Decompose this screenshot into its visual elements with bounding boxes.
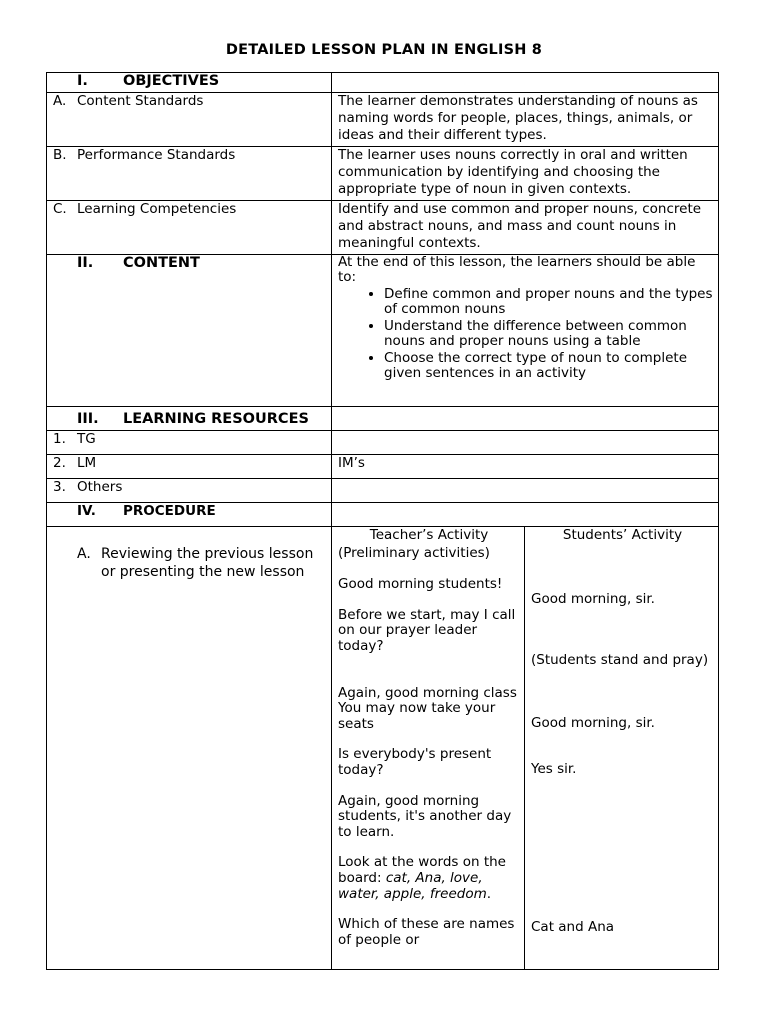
resources-row xyxy=(47,407,719,431)
learning-competencies-label: C. Learning Competencies xyxy=(47,201,332,255)
empty-cell xyxy=(332,503,719,527)
content-standards-label: A. Content Standards xyxy=(47,93,332,147)
resource-value xyxy=(332,431,719,455)
section-numeral: III. xyxy=(77,410,99,427)
procedure-heading-cell xyxy=(47,503,332,527)
procedure-row xyxy=(47,503,719,527)
content-heading-cell xyxy=(47,255,332,407)
students-activity-column: Students’ Activity Good morning, sir. (Students stand and pray) Good morning, sir. Yes sir. Cat and Ana xyxy=(525,527,718,969)
objectives-row xyxy=(47,73,719,93)
performance-standards-text: The learner uses nouns correctly in oral and written communication by identifying and choosing the appropriate type of noun in given contexts. xyxy=(332,147,719,201)
empty-cell xyxy=(332,407,719,431)
activity-cell xyxy=(332,527,719,970)
resource-label: 3. Others xyxy=(47,479,332,503)
performance-standards-row xyxy=(47,147,719,201)
resource-row xyxy=(47,479,719,503)
content-bullet-list xyxy=(338,287,714,381)
section-numeral: IV. xyxy=(77,503,96,519)
resource-value xyxy=(332,479,719,503)
section-heading: CONTENT xyxy=(123,255,200,271)
resource-label: 1. TG xyxy=(47,431,332,455)
content-row xyxy=(47,255,719,407)
list-item: • Define common and proper nouns and the types of common nouns xyxy=(384,287,714,317)
procedure-part-cell xyxy=(47,527,332,970)
lesson-plan-table xyxy=(46,72,719,970)
students-activity-header: Students’ Activity xyxy=(562,527,683,543)
procedure-activity-row xyxy=(47,527,719,970)
resource-value: IM’s xyxy=(332,455,719,479)
resource-row xyxy=(47,455,719,479)
content-objectives-cell xyxy=(332,255,719,407)
procedure-part-a: A. Reviewing the previous lesson or presenting the new lesson xyxy=(77,546,314,580)
section-heading: LEARNING RESOURCES xyxy=(123,410,309,427)
resource-label: 2. LM xyxy=(47,455,332,479)
content-standards-row xyxy=(47,93,719,147)
learning-competencies-row xyxy=(47,201,719,255)
teacher-activity-column: Teacher’s Activity (Preliminary activities) Good morning students! Before we start, may I call on our prayer leader today? Again, good morning class You may now take your seats Is everybody's present today? Again, good morning students, it's another day to learn. Look at the words on the board: cat, Ana, love, water, apple, freedom. Which of these are names of people or xyxy=(332,527,525,969)
section-heading: OBJECTIVES xyxy=(123,73,220,89)
page-title: DETAILED LESSON PLAN IN ENGLISH 8 xyxy=(225,42,543,58)
performance-standards-label: B. Performance Standards xyxy=(47,147,332,201)
learning-competencies-text: Identify and use common and proper nouns, concrete and abstract nouns, and mass and count nouns in meaningful contexts. xyxy=(332,201,719,255)
content-intro: At the end of this lesson, the learners should be able to: xyxy=(338,254,696,285)
section-numeral: II. xyxy=(77,255,94,271)
section-heading: PROCEDURE xyxy=(123,503,216,519)
section-numeral: I. xyxy=(77,73,88,89)
content-standards-text: The learner demonstrates understanding of nouns as naming words for people, places, things, animals, or ideas and their different types. xyxy=(332,93,719,147)
list-item: • Choose the correct type of noun to complete given sentences in an activity xyxy=(384,351,714,381)
resources-heading-cell xyxy=(47,407,332,431)
teacher-activity-header: Teacher’s Activity xyxy=(369,527,489,543)
objectives-heading-cell xyxy=(47,73,332,93)
empty-cell xyxy=(332,73,719,93)
activity-columns xyxy=(332,527,718,969)
list-item: • Understand the difference between common nouns and proper nouns using a table xyxy=(384,319,714,349)
board-words-prompt: Look at the words on the board: cat, Ana, love, water, apple, freedom. xyxy=(338,854,506,902)
resource-row xyxy=(47,431,719,455)
